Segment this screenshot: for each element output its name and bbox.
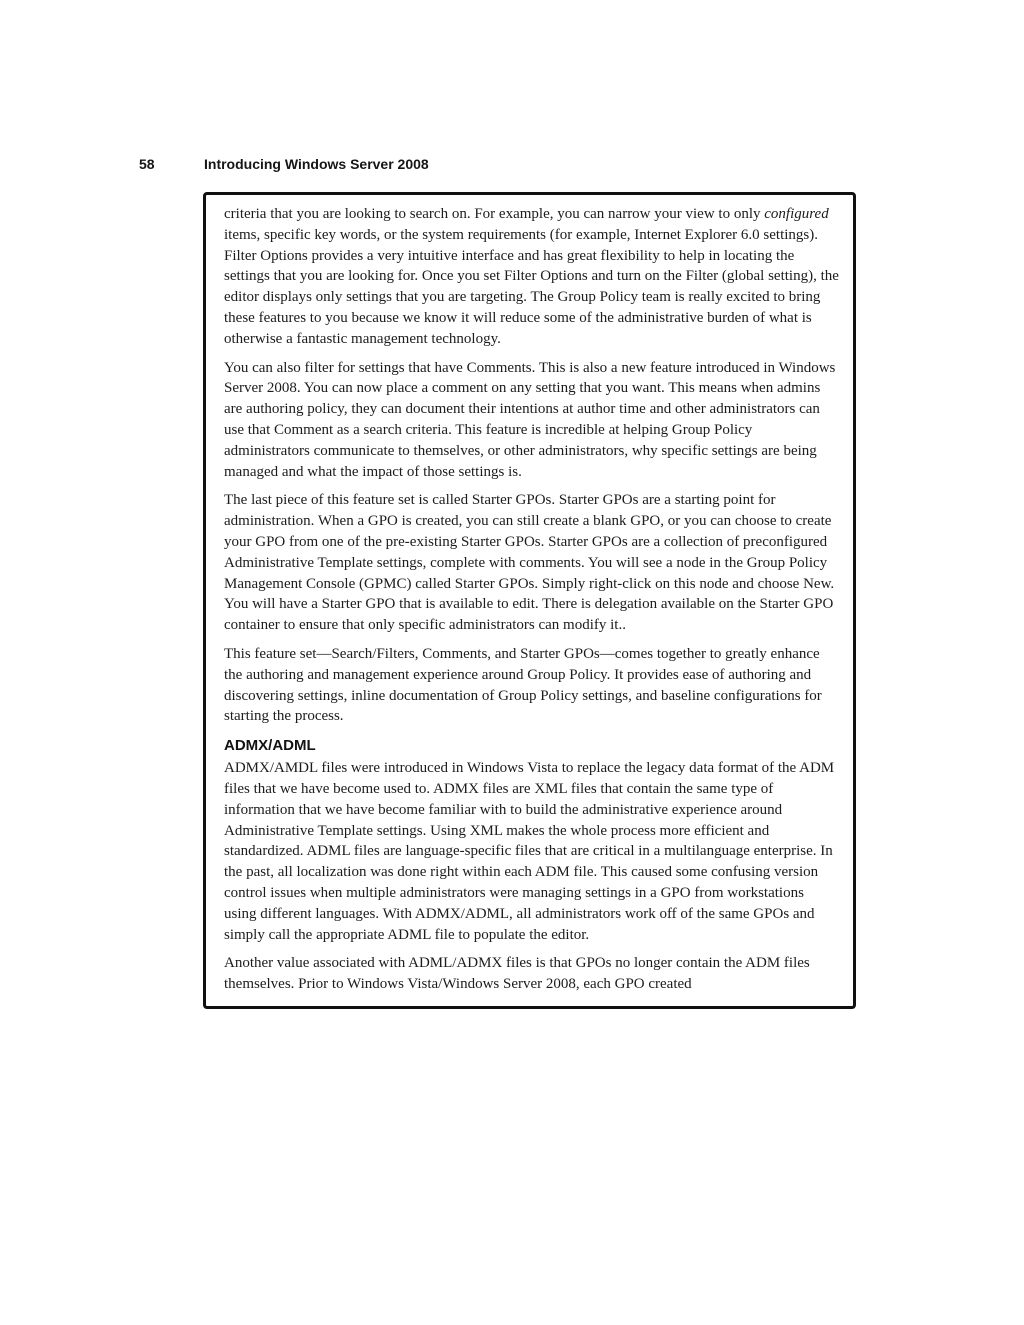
body-text: Another value associated with ADML/ADMX files is that GPOs no longer contain the ADM files themselves. Prior to Windows Vista/Windows Server 2008, each GPO created bbox=[224, 955, 810, 993]
paragraph bbox=[224, 204, 839, 350]
paragraph bbox=[224, 758, 839, 945]
paragraph bbox=[224, 358, 839, 483]
italic-text: configured bbox=[764, 206, 829, 222]
content-box bbox=[203, 192, 856, 1009]
body-text: ADMX/AMDL files were introduced in Windows Vista to replace the legacy data format of the ADM files that we have become used to. ADMX files are XML files that contain the same type of information that we have become familiar with to build the administrative experience around Administrative Template settings. Using XML makes the whole process more efficient and standardized. ADML files are language-specific files that are critical in a multilanguage enterprise. In the past, all localization was done right within each ADM file. This caused some confusing version control issues when multiple administrators were managing settings in a GPO from workstations using different languages. With ADMX/ADML, all administrators work off of the same GPOs and simply call the appropriate ADML file to populate the editor. bbox=[224, 760, 835, 943]
section-heading: ADMX/ADML bbox=[224, 737, 316, 755]
body-text: criteria that you are looking to search on. For example, you can narrow your view to only bbox=[224, 206, 765, 222]
paragraph bbox=[224, 953, 839, 995]
paragraph bbox=[224, 644, 839, 727]
body-text: items, specific key words, or the system requirements (for example, Internet Explorer 6.0 settings). Filter Options provides a very intuitive interface and has great flexibility to help in locating the settings that you are looking for. Once you set Filter Options and turn on the Filter (global setting), the editor displays only settings that you are targeting. The Group Policy team is really excited to bring these features to you because we know it will reduce some of the administrative burden of what is otherwise a fantastic management technology. bbox=[224, 226, 839, 347]
body-text: The last piece of this feature set is called Starter GPOs. Starter GPOs are a starting point for administration. When a GPO is created, you can still create a blank GPO, or you can choose to create your GPO from one of the pre-existing Starter GPOs. Starter GPOs are a collection of preconfigured Administrative Template settings, complete with comments. You will see a node in the Group Policy Management Console (GPMC) called Starter GPOs. Simply right-click on this node and choose New. You will have a Starter GPO that is available to edit. There is delegation available on the Starter GPO container to ensure that only specific administrators can modify it.. bbox=[224, 492, 835, 634]
content-blocks bbox=[224, 204, 839, 995]
page-header bbox=[139, 156, 859, 172]
running-title: Introducing Windows Server 2008 bbox=[204, 156, 429, 172]
paragraph bbox=[224, 490, 839, 636]
body-text: This feature set—Search/Filters, Comments, and Starter GPOs—comes together to greatly enhance the authoring and management experience around Group Policy. It provides ease of authoring and discovering settings, inline documentation of Group Policy settings, and baseline configurations for starting the process. bbox=[224, 645, 822, 725]
body-text: You can also filter for settings that have Comments. This is also a new feature introduced in Windows Server 2008. You can now place a comment on any setting that you want. This means when admins are authoring policy, they can document their intentions at author time and other administrators can use that Comment as a search criteria. This feature is incredible at helping Group Policy administrators communicate to themselves, or other administrators, why specific settings are being managed and what the impact of those settings is. bbox=[224, 359, 836, 480]
page-number: 58 bbox=[139, 156, 155, 172]
